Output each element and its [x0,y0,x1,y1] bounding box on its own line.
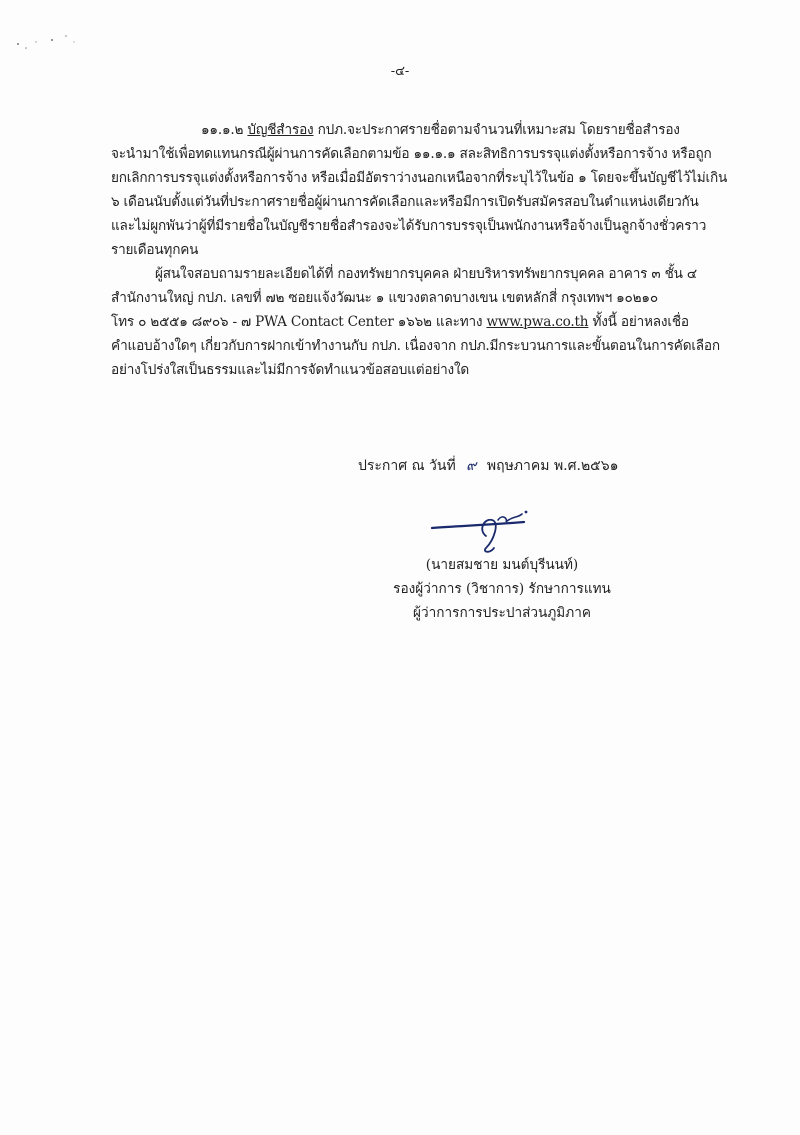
signatory-name: (นายสมชาย มนต์บุรีนนท์) [425,557,579,573]
clause-text: กปภ.จะประกาศรายชื่อตามจำนวนที่เหมาะสม โดยรายชื่อสำรอง [317,122,680,138]
clause-heading: บัญชีสำรอง [247,122,314,138]
paragraph-line [111,118,733,142]
page-number: -๔- [390,64,410,79]
signatory-block [372,553,632,625]
announcement-prefix: ประกาศ ณ วันที่ [358,458,456,474]
paragraph-line: อย่างโปร่งใสเป็นธรรมและไม่มีการจัดทำแนวข้อสอบแต่อย่างใด [111,362,470,378]
website-link[interactable]: www.pwa.co.th [486,314,589,330]
announcement-month-year: พฤษภาคม พ.ศ.๒๕๖๑ [486,458,619,474]
paragraph-line: ๖ เดือนนับตั้งแต่วันที่ประกาศรายชื่อผู้ผ่านการคัดเลือกและหรือมีการเปิดรับสมัครสอบในตำแหน่งเดียวกัน [111,194,699,210]
clause-number: ๑๑.๑.๒ [201,122,244,138]
handwritten-signature [428,500,538,560]
paragraph-line: ผู้สนใจสอบถามรายละเอียดได้ที่ กองทรัพยากรบุคคล ฝ่ายบริหารทรัพยากรบุคคล อาคาร ๓ ชั้น ๔ [155,266,697,282]
paragraph-line: รายเดือนทุกคน [111,242,199,258]
signatory-position: รองผู้ว่าการ (วิชาการ) รักษาการแทน [393,581,611,597]
paragraph-line: และไม่ผูกพันว่าผู้ที่มีรายชื่อในบัญชีรายชื่อสำรองจะได้รับการบรรจุเป็นพนักงานหรือจ้างเป็นลูกจ้างชั่วคราว [111,218,707,234]
handwritten-day: ๙ [466,458,477,474]
contact-phone-text: โทร ๐ ๒๕๕๑ ๘๙๐๖ - ๗ PWA Contact Center ๑๖๖๒ และทาง [111,314,483,330]
contact-paragraph [111,262,733,382]
paragraph-line: ยกเลิกการบรรจุแต่งตั้งหรือการจ้าง หรือเมื่อมีอัตราว่างนอกเหนือจากที่ระบุไว้ในข้อ ๑ โดยจะขึ้นบัญชีไว้ไม่เกิน [111,170,728,186]
paragraph-line [111,310,733,334]
warning-text: ทั้งนี้ อย่าหลงเชื่อ [592,314,689,330]
paragraph-line: จะนำมาใช้เพื่อทดแทนกรณีผู้ผ่านการคัดเลือกตามข้อ ๑๑.๑.๑ สละสิทธิการบรรจุแต่งตั้งหรือการจ้าง หรือถูก [111,146,712,162]
announcement-date [358,455,619,477]
paragraph-line: สำนักงานใหญ่ กปภ. เลขที่ ๗๒ ซอยแจ้งวัฒนะ ๑ แขวงตลาดบางเขน เขตหลักสี่ กรุงเทพฯ ๑๐๒๑๐ [111,290,658,306]
reserve-list-paragraph [111,118,733,262]
paragraph-line: คำแอบอ้างใดๆ เกี่ยวกับการฝากเข้าทำงานกับ กปภ. เนื่องจาก กปภ.มีกระบวนการและขั้นตอนในการคัดเลือก [111,338,720,354]
scan-specks [14,30,84,60]
signatory-organization: ผู้ว่าการการประปาส่วนภูมิภาค [413,605,591,621]
